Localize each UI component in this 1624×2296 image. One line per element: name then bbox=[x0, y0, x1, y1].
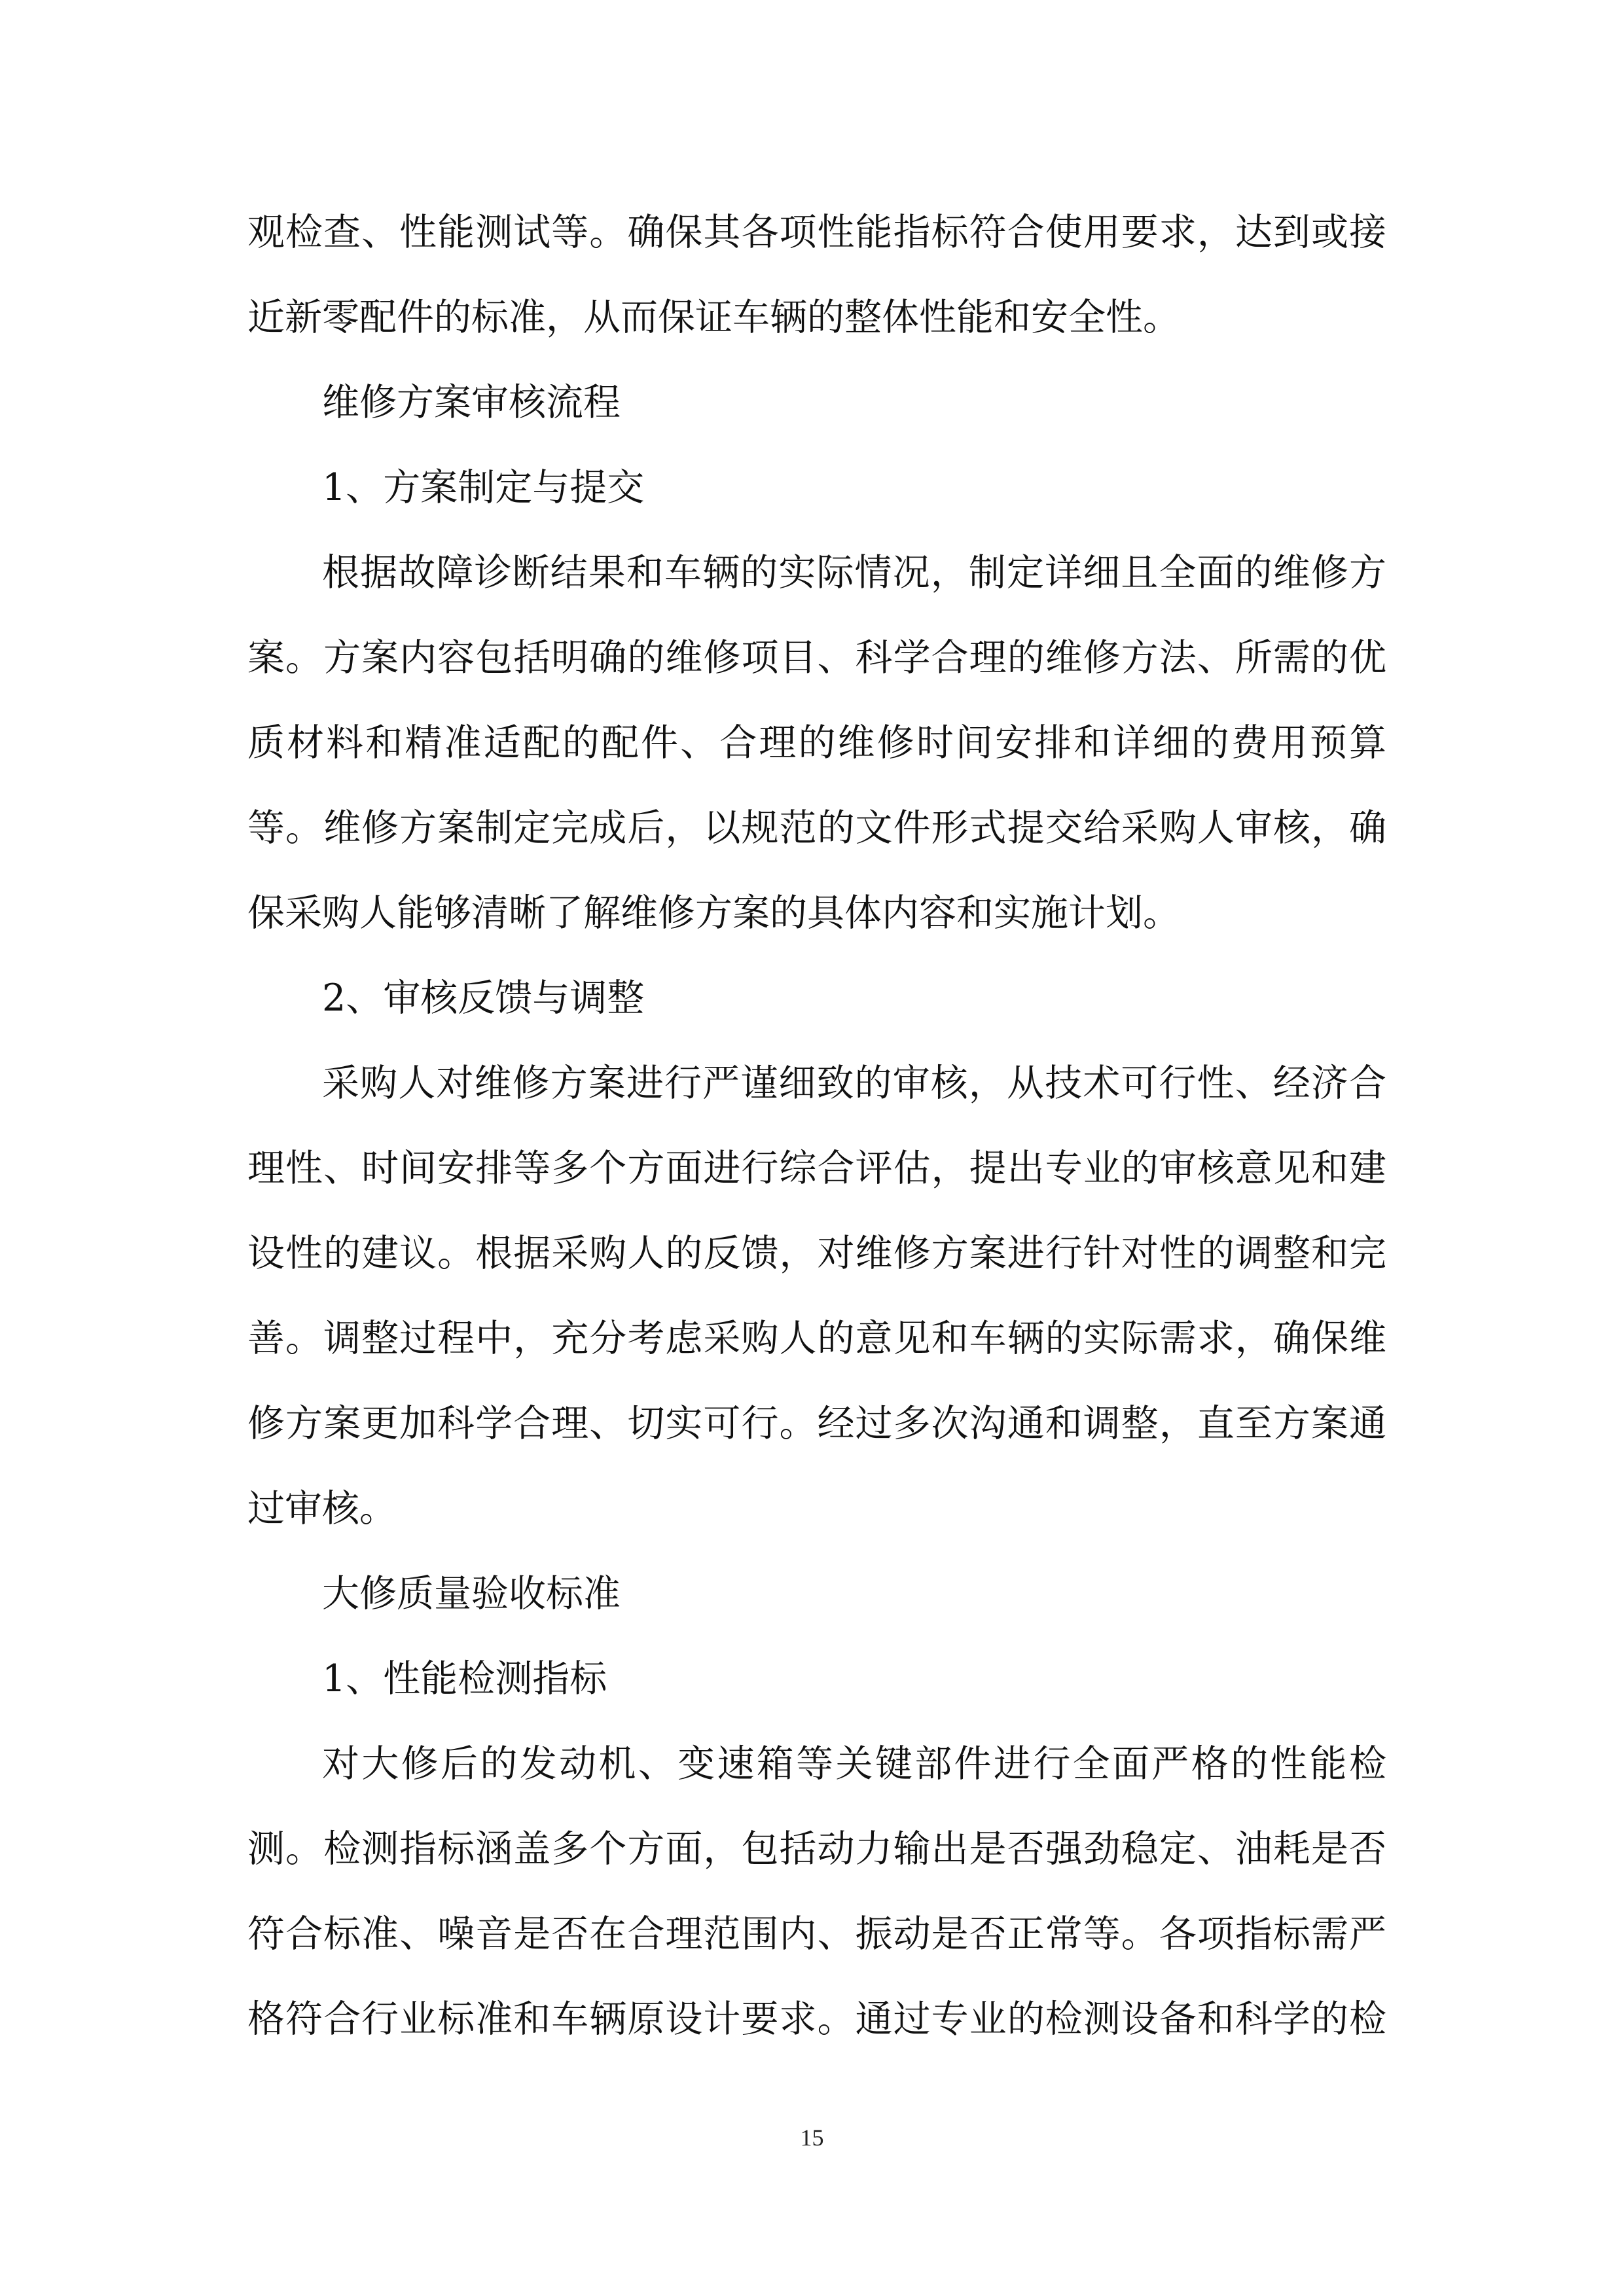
paragraph-line: 过审核。 bbox=[247, 1487, 397, 1530]
paragraph-line: 质材料和精准适配的配件、合理的维修时间安排和详细的费用预算 bbox=[247, 721, 1386, 764]
section-heading: 1、方案制定与提交 bbox=[322, 466, 645, 509]
section-heading: 2、审核反馈与调整 bbox=[322, 977, 645, 1020]
section-heading: 1、性能检测指标 bbox=[322, 1657, 607, 1700]
paragraph-line: 根据故障诊断结果和车辆的实际情况，制定详细且全面的维修方 bbox=[322, 551, 1386, 594]
paragraph-line: 设性的建议。根据采购人的反馈，对维修方案进行针对性的调整和完 bbox=[247, 1232, 1386, 1275]
paragraph-line: 保采购人能够清晰了解维修方案的具体内容和实施计划。 bbox=[247, 891, 1180, 935]
paragraph-line: 格符合行业标准和车辆原设计要求。通过专业的检测设备和科学的检 bbox=[247, 1998, 1386, 2041]
paragraph-line: 符合标准、噪音是否在合理范围内、振动是否正常等。各项指标需严 bbox=[247, 1912, 1386, 1956]
paragraph-line: 案。方案内容包括明确的维修项目、科学合理的维修方法、所需的优 bbox=[247, 636, 1386, 679]
paragraph-line: 善。调整过程中，充分考虑采购人的意见和车辆的实际需求，确保维 bbox=[247, 1317, 1386, 1360]
paragraph-line: 等。维修方案制定完成后，以规范的文件形式提交给采购人审核，确 bbox=[247, 806, 1386, 850]
paragraph-line: 修方案更加科学合理、切实可行。经过多次沟通和调整，直至方案通 bbox=[247, 1402, 1386, 1445]
paragraph-line: 观检查、性能测试等。确保其各项性能指标符合使用要求，达到或接 bbox=[247, 211, 1386, 254]
section-heading: 大修质量验收标准 bbox=[322, 1572, 621, 1615]
body-text bbox=[247, 190, 1386, 2062]
page-number: 15 bbox=[800, 2125, 824, 2151]
paragraph-line: 近新零配件的标准，从而保证车辆的整体性能和安全性。 bbox=[247, 296, 1180, 339]
section-heading: 维修方案审核流程 bbox=[322, 381, 621, 424]
paragraph-line: 理性、时间安排等多个方面进行综合评估，提出专业的审核意见和建 bbox=[247, 1147, 1386, 1190]
paragraph-line: 对大修后的发动机、变速箱等关键部件进行全面严格的性能检 bbox=[322, 1742, 1386, 1785]
paragraph-line: 测。检测指标涵盖多个方面，包括动力输出是否强劲稳定、油耗是否 bbox=[247, 1827, 1386, 1871]
paragraph-line: 采购人对维修方案进行严谨细致的审核，从技术可行性、经济合 bbox=[322, 1062, 1386, 1105]
